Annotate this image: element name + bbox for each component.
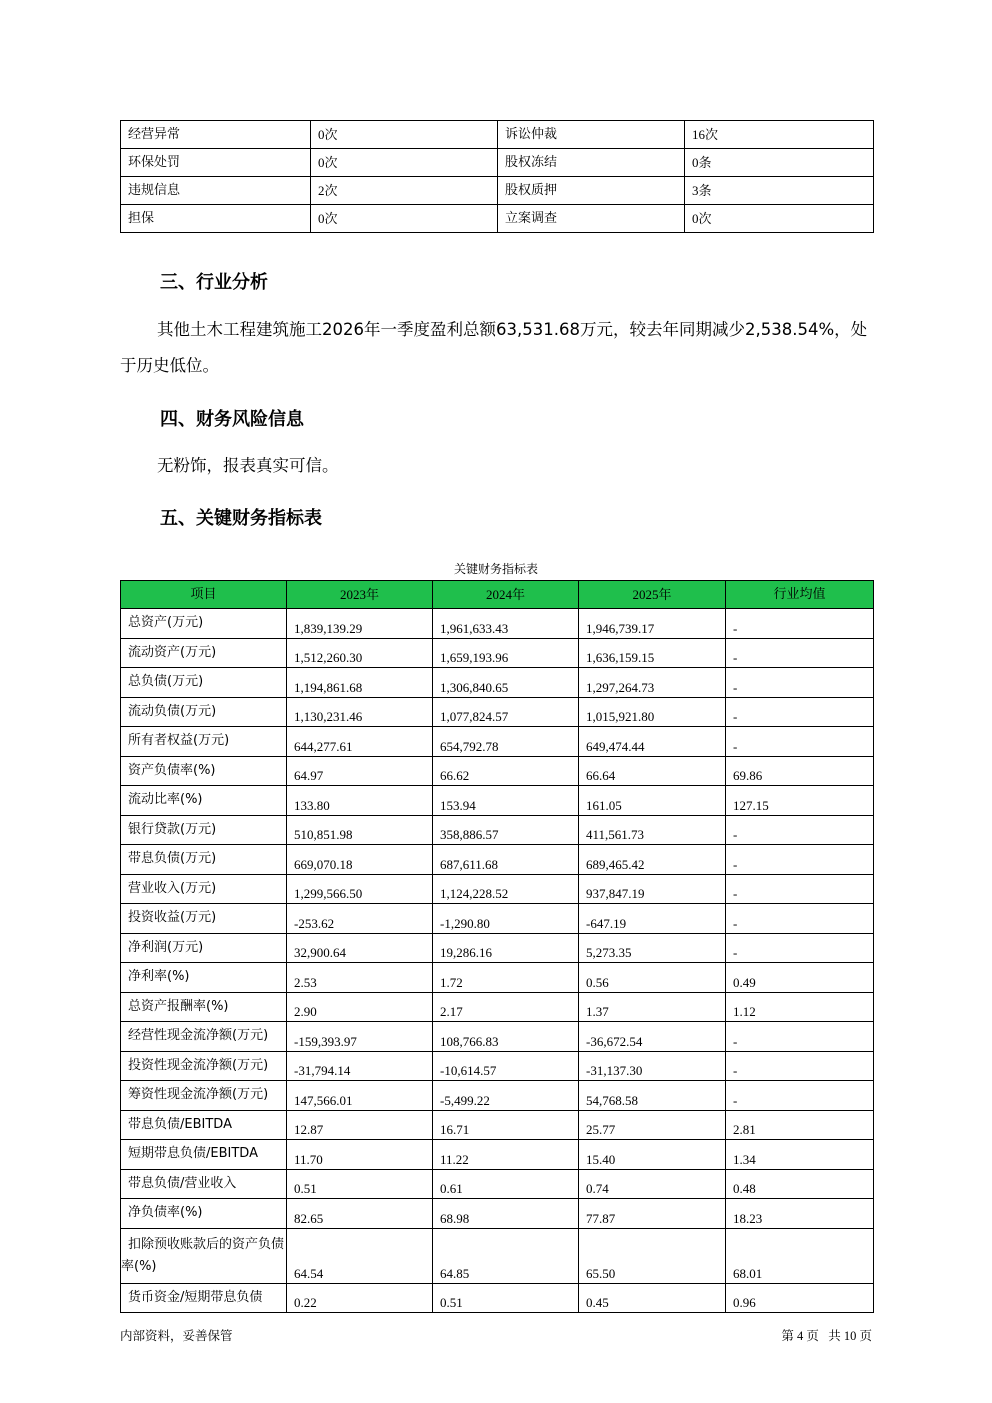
- value-2024: 0.61: [433, 1169, 579, 1199]
- industry-average: 0.49: [726, 963, 874, 993]
- table-row: [121, 786, 874, 816]
- indicator-name: 所有者权益(万元): [121, 727, 287, 757]
- table-row: [121, 1169, 874, 1199]
- indicator-name: 流动负债(万元): [121, 697, 287, 727]
- value-2023: 32,900.64: [287, 933, 433, 963]
- table-row: [121, 1022, 874, 1052]
- value-2024: 1,961,633.43: [433, 609, 579, 639]
- value-2025: 77.87: [579, 1199, 726, 1229]
- value-2023: 133.80: [287, 786, 433, 816]
- industry-average: 69.86: [726, 756, 874, 786]
- industry-average: 1.12: [726, 992, 874, 1022]
- indicator-name: 流动比率(%): [121, 786, 287, 816]
- risk-item-count: 0次: [311, 149, 498, 177]
- risk-item-count: 0条: [685, 149, 874, 177]
- industry-average: 127.15: [726, 786, 874, 816]
- value-2023: 12.87: [287, 1110, 433, 1140]
- header-item: 项目: [121, 581, 287, 609]
- header-2023: 2023年: [287, 581, 433, 609]
- table-row: [121, 149, 874, 177]
- value-2023: 644,277.61: [287, 727, 433, 757]
- value-2024: 1,306,840.65: [433, 668, 579, 698]
- indicator-name: 带息负债/EBITDA: [121, 1110, 287, 1140]
- indicator-name: 总资产报酬率(%): [121, 992, 287, 1022]
- industry-average: -: [726, 815, 874, 845]
- table-row: [121, 1228, 874, 1283]
- industry-average: 0.48: [726, 1169, 874, 1199]
- industry-average: -: [726, 904, 874, 934]
- financial-risk-paragraph: 无粉饰，报表真实可信。: [157, 456, 339, 475]
- header-industry-average: 行业均值: [726, 581, 874, 609]
- risk-item-count: 3条: [685, 177, 874, 205]
- table-row: [121, 992, 874, 1022]
- industry-average: 0.96: [726, 1283, 874, 1313]
- table-row: [121, 756, 874, 786]
- value-2024: 66.62: [433, 756, 579, 786]
- value-2023: 0.22: [287, 1283, 433, 1313]
- value-2023: 0.51: [287, 1169, 433, 1199]
- value-2025: -36,672.54: [579, 1022, 726, 1052]
- industry-average: -: [726, 1081, 874, 1111]
- table-row: [121, 1140, 874, 1170]
- risk-summary-table: [120, 120, 874, 233]
- table-row: [121, 815, 874, 845]
- indicator-name: 银行贷款(万元): [121, 815, 287, 845]
- value-2024: -1,290.80: [433, 904, 579, 934]
- value-2024: 19,286.16: [433, 933, 579, 963]
- table-row: [121, 121, 874, 149]
- value-2025: 65.50: [579, 1228, 726, 1283]
- value-2025: 161.05: [579, 786, 726, 816]
- industry-average: -: [726, 727, 874, 757]
- value-2023: 147,566.01: [287, 1081, 433, 1111]
- risk-item-count: 0次: [685, 205, 874, 233]
- indicator-name: 带息负债(万元): [121, 845, 287, 875]
- value-2023: -253.62: [287, 904, 433, 934]
- value-2023: 11.70: [287, 1140, 433, 1170]
- value-2023: 1,839,139.29: [287, 609, 433, 639]
- value-2023: 82.65: [287, 1199, 433, 1229]
- table-row: [121, 1081, 874, 1111]
- table-row: [121, 177, 874, 205]
- risk-item-label: 立案调查: [498, 205, 685, 233]
- value-2025: 649,474.44: [579, 727, 726, 757]
- value-2024: 1,077,824.57: [433, 697, 579, 727]
- indicator-name: 货币资金/短期带息负债: [121, 1283, 287, 1313]
- indicator-name: 投资性现金流净额(万元): [121, 1051, 287, 1081]
- value-2024: 358,886.57: [433, 815, 579, 845]
- value-2025: 1,297,264.73: [579, 668, 726, 698]
- indicator-name: 营业收入(万元): [121, 874, 287, 904]
- key-financial-indicators-table: [120, 580, 874, 1313]
- value-2023: 510,851.98: [287, 815, 433, 845]
- table-header-row: [121, 581, 874, 609]
- value-2024: 68.98: [433, 1199, 579, 1229]
- industry-average: -: [726, 1022, 874, 1052]
- value-2024: 1,659,193.96: [433, 638, 579, 668]
- value-2023: 1,512,260.30: [287, 638, 433, 668]
- indicator-name: 带息负债/营业收入: [121, 1169, 287, 1199]
- risk-item-label: 股权质押: [498, 177, 685, 205]
- risk-item-count: 0次: [311, 205, 498, 233]
- table-row: [121, 1051, 874, 1081]
- value-2023: 64.54: [287, 1228, 433, 1283]
- value-2025: 0.45: [579, 1283, 726, 1313]
- industry-average: -: [726, 874, 874, 904]
- industry-average: 1.34: [726, 1140, 874, 1170]
- value-2024: 1.72: [433, 963, 579, 993]
- value-2023: 1,194,861.68: [287, 668, 433, 698]
- table-row: [121, 1110, 874, 1140]
- industry-average: -: [726, 668, 874, 698]
- value-2025: 5,273.35: [579, 933, 726, 963]
- industry-average: -: [726, 1051, 874, 1081]
- indicator-name: 总资产(万元): [121, 609, 287, 639]
- value-2024: 64.85: [433, 1228, 579, 1283]
- footer-confidential-note: 内部资料，妥善保管: [120, 1328, 233, 1343]
- risk-item-count: 16次: [685, 121, 874, 149]
- table-row: [121, 845, 874, 875]
- table-row: [121, 727, 874, 757]
- table-row: [121, 874, 874, 904]
- value-2025: -647.19: [579, 904, 726, 934]
- value-2023: -159,393.97: [287, 1022, 433, 1052]
- table-row: [121, 638, 874, 668]
- industry-analysis-paragraph: 其他土木工程建筑施工2026年一季度盈利总额63,531.68万元，较去年同期减少2,538.54%，处于历史低位。: [120, 320, 868, 375]
- industry-average: -: [726, 933, 874, 963]
- indicator-name: 筹资性现金流净额(万元): [121, 1081, 287, 1111]
- indicator-name: 净负债率(%): [121, 1199, 287, 1229]
- value-2025: 1,946,739.17: [579, 609, 726, 639]
- value-2025: 1.37: [579, 992, 726, 1022]
- value-2024: 108,766.83: [433, 1022, 579, 1052]
- table-row: [121, 904, 874, 934]
- section-title-key-indicators: 五、关键财务指标表: [160, 508, 322, 529]
- value-2023: 1,299,566.50: [287, 874, 433, 904]
- value-2025: 937,847.19: [579, 874, 726, 904]
- value-2025: 0.56: [579, 963, 726, 993]
- industry-average: -: [726, 638, 874, 668]
- indicator-name: 经营性现金流净额(万元): [121, 1022, 287, 1052]
- risk-item-label: 股权冻结: [498, 149, 685, 177]
- value-2023: 2.90: [287, 992, 433, 1022]
- value-2023: 669,070.18: [287, 845, 433, 875]
- indicator-name: 资产负债率(%): [121, 756, 287, 786]
- section-title-industry-analysis: 三、行业分析: [160, 272, 268, 293]
- indicator-name: 扣除预收账款后的资产负债率(%): [121, 1228, 287, 1283]
- value-2024: 687,611.68: [433, 845, 579, 875]
- value-2025: 25.77: [579, 1110, 726, 1140]
- industry-average: -: [726, 609, 874, 639]
- risk-item-count: 0次: [311, 121, 498, 149]
- value-2025: 0.74: [579, 1169, 726, 1199]
- industry-average: -: [726, 697, 874, 727]
- indicator-name: 短期带息负债/EBITDA: [121, 1140, 287, 1170]
- value-2024: 16.71: [433, 1110, 579, 1140]
- value-2025: 54,768.58: [579, 1081, 726, 1111]
- table-caption: 关键财务指标表: [453, 562, 538, 576]
- value-2024: -10,614.57: [433, 1051, 579, 1081]
- industry-average: 18.23: [726, 1199, 874, 1229]
- value-2024: 0.51: [433, 1283, 579, 1313]
- value-2024: 11.22: [433, 1140, 579, 1170]
- risk-item-label: 诉讼仲裁: [498, 121, 685, 149]
- table-row: [121, 205, 874, 233]
- section-title-financial-risk: 四、财务风险信息: [160, 409, 304, 430]
- risk-item-label: 环保处罚: [121, 149, 311, 177]
- header-2025: 2025年: [579, 581, 726, 609]
- value-2023: 2.53: [287, 963, 433, 993]
- industry-average: -: [726, 845, 874, 875]
- value-2025: 689,465.42: [579, 845, 726, 875]
- value-2024: 2.17: [433, 992, 579, 1022]
- table-row: [121, 697, 874, 727]
- risk-item-label: 经营异常: [121, 121, 311, 149]
- value-2023: -31,794.14: [287, 1051, 433, 1081]
- table-row: [121, 609, 874, 639]
- indicator-name: 净利润(万元): [121, 933, 287, 963]
- value-2025: 1,636,159.15: [579, 638, 726, 668]
- industry-average: 2.81: [726, 1110, 874, 1140]
- value-2023: 64.97: [287, 756, 433, 786]
- indicator-name: 总负债(万元): [121, 668, 287, 698]
- table-row: [121, 1283, 874, 1313]
- risk-item-count: 2次: [311, 177, 498, 205]
- table-row: [121, 963, 874, 993]
- value-2025: 66.64: [579, 756, 726, 786]
- value-2025: 411,561.73: [579, 815, 726, 845]
- table-row: [121, 668, 874, 698]
- value-2025: 1,015,921.80: [579, 697, 726, 727]
- indicator-name: 流动资产(万元): [121, 638, 287, 668]
- value-2024: 654,792.78: [433, 727, 579, 757]
- value-2024: 153.94: [433, 786, 579, 816]
- value-2023: 1,130,231.46: [287, 697, 433, 727]
- value-2025: 15.40: [579, 1140, 726, 1170]
- risk-item-label: 担保: [121, 205, 311, 233]
- header-2024: 2024年: [433, 581, 579, 609]
- indicator-name: 净利率(%): [121, 963, 287, 993]
- industry-average: 68.01: [726, 1228, 874, 1283]
- value-2024: 1,124,228.52: [433, 874, 579, 904]
- value-2025: -31,137.30: [579, 1051, 726, 1081]
- footer-page-number: 第 4 页 共 10 页: [781, 1329, 872, 1343]
- table-row: [121, 1199, 874, 1229]
- value-2024: -5,499.22: [433, 1081, 579, 1111]
- indicator-name: 投资收益(万元): [121, 904, 287, 934]
- table-row: [121, 933, 874, 963]
- risk-item-label: 违规信息: [121, 177, 311, 205]
